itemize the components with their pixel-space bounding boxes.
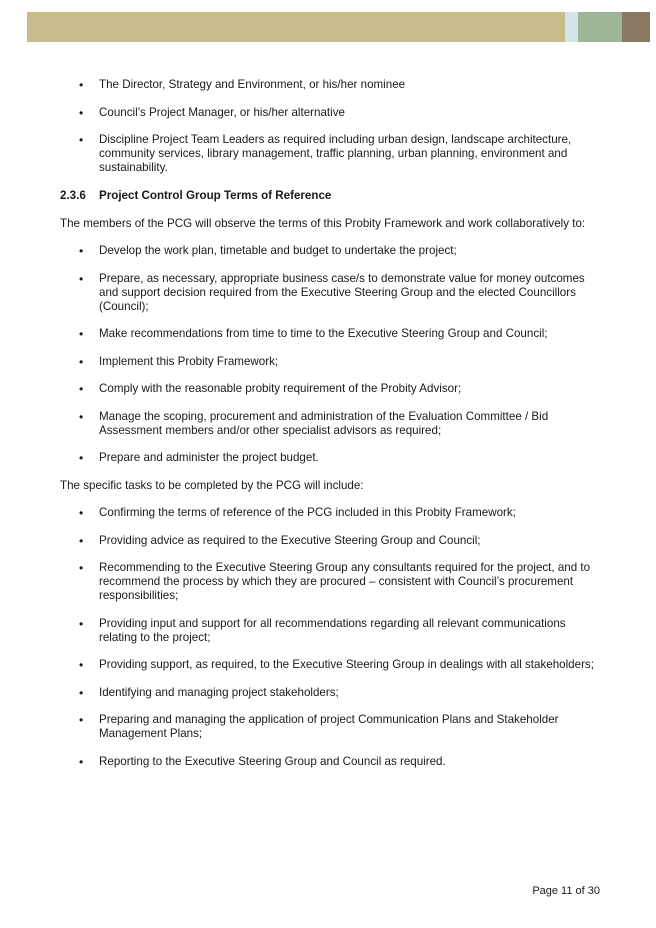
list-item: • Providing support, as required, to the Executive Steering Group in dealings with all stakeholders; xyxy=(60,658,600,672)
section-heading xyxy=(60,189,600,203)
header-band-brown xyxy=(622,12,650,42)
list-item: • Prepare, as necessary, appropriate business case/s to demonstrate value for money outcomes and support decision required from the Executive Steering Group and the elected Councillors (Council); xyxy=(60,272,600,314)
intro-paragraph: The members of the PCG will observe the terms of this Probity Framework and work collaboratively to: xyxy=(60,216,586,230)
members-list xyxy=(60,78,600,175)
tasks-list xyxy=(60,506,600,769)
header-band-light xyxy=(565,12,578,42)
list-item: • Council’s Project Manager, or his/her alternative xyxy=(60,106,600,120)
page-number: Page 11 of 30 xyxy=(532,885,600,897)
tasks-intro-paragraph: The specific tasks to be completed by the PCG will include: xyxy=(60,478,364,492)
list-item: • Make recommendations from time to time to the Executive Steering Group and Council; xyxy=(60,327,600,341)
list-item: • Manage the scoping, procurement and administration of the Evaluation Committee / Bid Assessment members and/or other specialist advisors as required; xyxy=(60,410,600,438)
header-band-green xyxy=(578,12,622,42)
list-item: • Reporting to the Executive Steering Group and Council as required. xyxy=(60,755,600,769)
list-item: • Prepare and administer the project budget. xyxy=(60,451,600,465)
section-number: 2.3.6 xyxy=(60,188,86,202)
section-title: Project Control Group Terms of Reference xyxy=(99,188,332,202)
list-item: • Recommending to the Executive Steering Group any consultants required for the project, and to recommend the process by which they are procured – consistent with Council’s procurement responsibilities; xyxy=(60,561,600,603)
header-band xyxy=(27,12,650,42)
list-item: • Providing advice as required to the Executive Steering Group and Council; xyxy=(60,534,600,548)
list-item: • Comply with the reasonable probity requirement of the Probity Advisor; xyxy=(60,382,600,396)
list-item: • Discipline Project Team Leaders as required including urban design, landscape architecture, community services, library management, traffic planning, urban planning, environment and sustainability. xyxy=(60,133,600,175)
header-band-main xyxy=(27,12,565,42)
list-item: • Preparing and managing the application of project Communication Plans and Stakeholder Management Plans; xyxy=(60,713,600,741)
list-item: • Develop the work plan, timetable and budget to undertake the project; xyxy=(60,244,600,258)
terms-list xyxy=(60,244,600,465)
list-item: • Providing input and support for all recommendations regarding all relevant communications relating to the project; xyxy=(60,617,600,645)
list-item: • Implement this Probity Framework; xyxy=(60,355,600,369)
list-item: • Confirming the terms of reference of the PCG included in this Probity Framework; xyxy=(60,506,600,520)
list-item: • The Director, Strategy and Environment, or his/her nominee xyxy=(60,78,600,92)
list-item: • Identifying and managing project stakeholders; xyxy=(60,686,600,700)
document-body xyxy=(60,78,600,782)
